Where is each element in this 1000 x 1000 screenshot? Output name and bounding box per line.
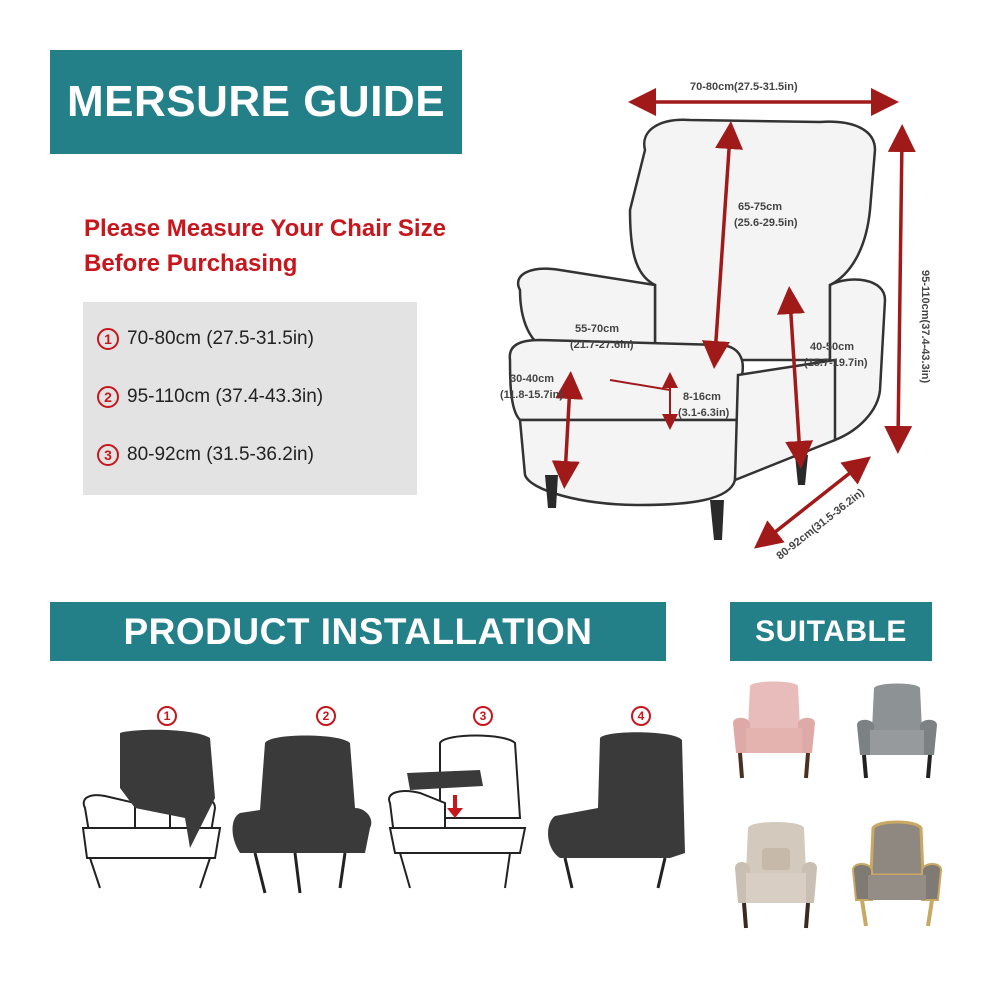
suitable-chair-carved bbox=[848, 820, 946, 932]
label-back-height-2: (25.6-29.5in) bbox=[734, 217, 798, 229]
spec-item-3 bbox=[97, 444, 314, 466]
label-cushion-2: (3.1-6.3in) bbox=[678, 407, 730, 419]
label-cushion-1: 8-16cm bbox=[683, 391, 721, 403]
spec-number-2: 2 bbox=[97, 386, 119, 408]
product-installation-banner bbox=[50, 602, 666, 661]
spec-box bbox=[83, 302, 417, 495]
install-step-1-illustration bbox=[75, 728, 230, 898]
label-seat-width-2: (21.7-27.6in) bbox=[570, 339, 634, 351]
suitable-title: SUITABLE bbox=[755, 614, 907, 648]
chair-dimension-diagram bbox=[490, 60, 960, 600]
measure-note-line2: Before Purchasing bbox=[84, 250, 298, 277]
measure-guide-banner bbox=[50, 50, 462, 154]
step-number-3: 3 bbox=[473, 706, 493, 726]
install-step-4-illustration bbox=[540, 728, 690, 898]
install-step-3-illustration bbox=[385, 728, 530, 898]
measure-note-line1: Please Measure Your Chair Size bbox=[84, 215, 446, 242]
spec-text-2: 95-110cm (37.4-43.3in) bbox=[127, 386, 324, 407]
measure-guide-title: MERSURE GUIDE bbox=[66, 77, 446, 126]
spec-item-1 bbox=[97, 328, 314, 350]
spec-text-1: 70-80cm (27.5-31.5in) bbox=[127, 328, 314, 349]
suitable-chair-beige bbox=[730, 818, 822, 934]
step-number-4: 4 bbox=[631, 706, 651, 726]
product-installation-title: PRODUCT INSTALLATION bbox=[123, 610, 593, 652]
label-arm-height-1: 40-50cm bbox=[810, 341, 855, 353]
label-height: 95-110cm(37.4-43.3in) bbox=[919, 270, 931, 384]
step-number-2: 2 bbox=[316, 706, 336, 726]
label-seat-height-2: (11.8-15.7in) bbox=[500, 389, 563, 401]
spec-text-3: 80-92cm (31.5-36.2in) bbox=[127, 444, 314, 465]
suitable-chair-pink bbox=[728, 678, 820, 786]
label-back-height-1: 65-75cm bbox=[738, 201, 783, 213]
suitable-chair-grey bbox=[852, 680, 942, 784]
label-depth: 80-92cm(31.5-36.2in) bbox=[774, 486, 867, 563]
label-seat-height-1: 30-40cm bbox=[510, 373, 555, 385]
spec-number-1: 1 bbox=[97, 328, 119, 350]
label-seat-width-1: 55-70cm bbox=[575, 323, 620, 335]
label-arm-height-2: (15.7-19.7in) bbox=[804, 357, 868, 369]
step-number-1: 1 bbox=[157, 706, 177, 726]
install-step-2-illustration bbox=[225, 728, 380, 898]
suitable-banner bbox=[730, 602, 932, 661]
spec-number-3: 3 bbox=[97, 444, 119, 466]
spec-item-2 bbox=[97, 386, 323, 408]
label-top-width: 70-80cm(27.5-31.5in) bbox=[690, 81, 798, 93]
